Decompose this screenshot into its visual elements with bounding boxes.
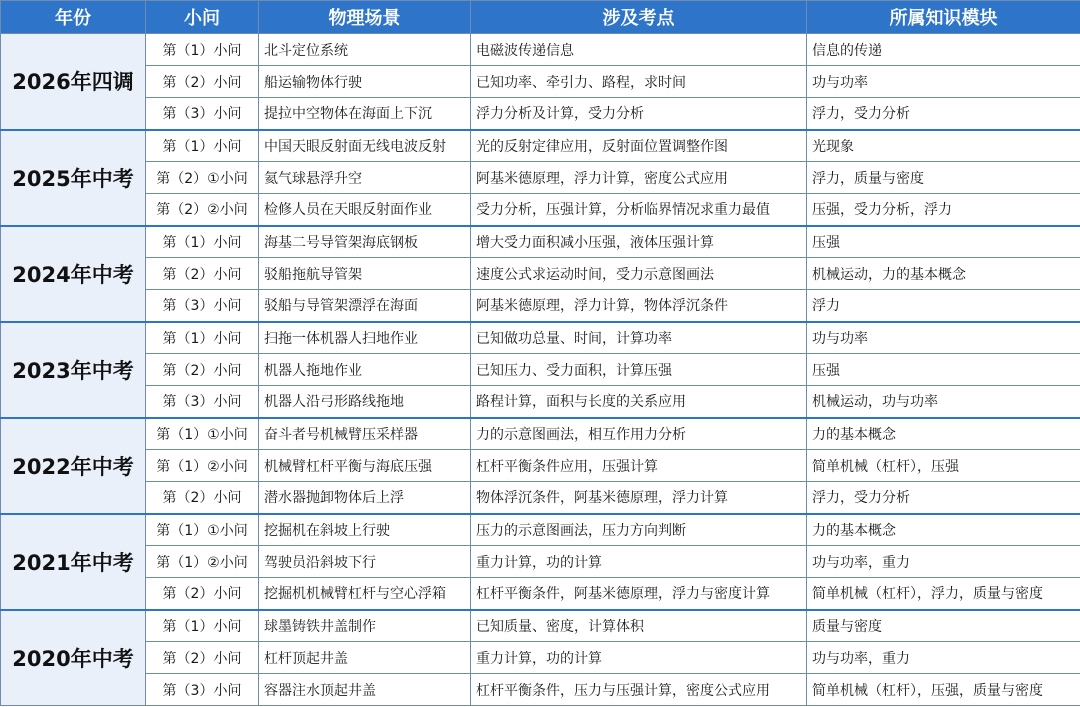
module-cell: 浮力，受力分析 (807, 482, 1080, 514)
year-cell: 2021年中考 (1, 514, 146, 610)
table-row (1, 34, 1080, 66)
question-cell: 第（2）小问 (146, 642, 259, 674)
points-cell: 物体浮沉条件，阿基米德原理，浮力计算 (471, 482, 807, 514)
points-cell: 已知质量、密度，计算体积 (471, 610, 807, 642)
question-cell: 第（1）小问 (146, 34, 259, 66)
table-row (1, 482, 1080, 514)
points-cell: 电磁波传递信息 (471, 34, 807, 66)
question-cell: 第（3）小问 (146, 674, 259, 706)
question-cell: 第（2）小问 (146, 578, 259, 610)
question-cell: 第（1）小问 (146, 610, 259, 642)
points-cell: 阿基米德原理，浮力计算，密度公式应用 (471, 162, 807, 194)
scene-cell: 机械臂杠杆平衡与海底压强 (259, 450, 471, 482)
points-cell: 已知压力、受力面积，计算压强 (471, 354, 807, 386)
scene-cell: 提拉中空物体在海面上下沉 (259, 98, 471, 130)
module-cell: 浮力，质量与密度 (807, 162, 1080, 194)
header-question: 小问 (146, 1, 259, 34)
scene-cell: 船运输物体行驶 (259, 66, 471, 98)
scene-cell: 扫拖一体机器人扫地作业 (259, 322, 471, 354)
module-cell: 机械运动，功与功率 (807, 386, 1080, 418)
scene-cell: 挖掘机在斜坡上行驶 (259, 514, 471, 546)
question-cell: 第（2）①小问 (146, 162, 259, 194)
table-row (1, 322, 1080, 354)
scene-cell: 奋斗者号机械臂压采样器 (259, 418, 471, 450)
question-cell: 第（1）①小问 (146, 514, 259, 546)
table-body (1, 34, 1080, 706)
points-cell: 已知做功总量、时间，计算功率 (471, 322, 807, 354)
question-cell: 第（1）小问 (146, 130, 259, 162)
year-cell: 2022年中考 (1, 418, 146, 514)
scene-cell: 氦气球悬浮升空 (259, 162, 471, 194)
question-cell: 第（2）小问 (146, 482, 259, 514)
year-cell: 2026年四调 (1, 34, 146, 130)
question-cell: 第（3）小问 (146, 98, 259, 130)
table-row (1, 546, 1080, 578)
question-cell: 第（1）②小问 (146, 546, 259, 578)
table-row (1, 578, 1080, 610)
question-cell: 第（1）①小问 (146, 418, 259, 450)
scene-cell: 挖掘机机械臂杠杆与空心浮箱 (259, 578, 471, 610)
table-row (1, 66, 1080, 98)
scene-cell: 机器人拖地作业 (259, 354, 471, 386)
header-year: 年份 (1, 1, 146, 34)
question-cell: 第（1）②小问 (146, 450, 259, 482)
scene-cell: 北斗定位系统 (259, 34, 471, 66)
table-row (1, 194, 1080, 226)
question-cell: 第（2）小问 (146, 258, 259, 290)
points-cell: 光的反射定律应用，反射面位置调整作图 (471, 130, 807, 162)
points-cell: 路程计算，面积与长度的关系应用 (471, 386, 807, 418)
points-cell: 已知功率、牵引力、路程，求时间 (471, 66, 807, 98)
module-cell: 压强 (807, 226, 1080, 258)
points-cell: 受力分析，压强计算，分析临界情况求重力最值 (471, 194, 807, 226)
module-cell: 力的基本概念 (807, 418, 1080, 450)
table-row (1, 674, 1080, 706)
table-row (1, 130, 1080, 162)
module-cell: 功与功率，重力 (807, 642, 1080, 674)
question-cell: 第（2）②小问 (146, 194, 259, 226)
points-cell: 阿基米德原理，浮力计算，物体浮沉条件 (471, 290, 807, 322)
table-row (1, 642, 1080, 674)
module-cell: 压强 (807, 354, 1080, 386)
module-cell: 简单机械（杠杆），压强，质量与密度 (807, 674, 1080, 706)
points-cell: 压力的示意图画法，压力方向判断 (471, 514, 807, 546)
header-module: 所属知识模块 (807, 1, 1080, 34)
question-cell: 第（2）小问 (146, 354, 259, 386)
module-cell: 功与功率 (807, 322, 1080, 354)
scene-cell: 驳船拖航导管架 (259, 258, 471, 290)
question-cell: 第（3）小问 (146, 290, 259, 322)
points-cell: 杠杆平衡条件应用，压强计算 (471, 450, 807, 482)
module-cell: 信息的传递 (807, 34, 1080, 66)
table-row (1, 290, 1080, 322)
scene-cell: 海基二号导管架海底钢板 (259, 226, 471, 258)
points-cell: 重力计算，功的计算 (471, 546, 807, 578)
scene-cell: 潜水器抛卸物体后上浮 (259, 482, 471, 514)
module-cell: 机械运动，力的基本概念 (807, 258, 1080, 290)
table-row (1, 354, 1080, 386)
table-row (1, 610, 1080, 642)
module-cell: 压强，受力分析，浮力 (807, 194, 1080, 226)
table-row (1, 98, 1080, 130)
points-cell: 速度公式求运动时间，受力示意图画法 (471, 258, 807, 290)
question-cell: 第（1）小问 (146, 322, 259, 354)
scene-cell: 驾驶员沿斜坡下行 (259, 546, 471, 578)
module-cell: 简单机械（杠杆），浮力，质量与密度 (807, 578, 1080, 610)
scene-cell: 机器人沿弓形路线拖地 (259, 386, 471, 418)
points-cell: 浮力分析及计算，受力分析 (471, 98, 807, 130)
module-cell: 质量与密度 (807, 610, 1080, 642)
scene-cell: 中国天眼反射面无线电波反射 (259, 130, 471, 162)
question-cell: 第（3）小问 (146, 386, 259, 418)
scene-cell: 驳船与导管架漂浮在海面 (259, 290, 471, 322)
year-cell: 2024年中考 (1, 226, 146, 322)
points-cell: 杠杆平衡条件，阿基米德原理，浮力与密度计算 (471, 578, 807, 610)
table-row (1, 226, 1080, 258)
header-scene: 物理场景 (259, 1, 471, 34)
module-cell: 简单机械（杠杆），压强 (807, 450, 1080, 482)
table-row (1, 514, 1080, 546)
table-row (1, 258, 1080, 290)
scene-cell: 检修人员在天眼反射面作业 (259, 194, 471, 226)
module-cell: 浮力，受力分析 (807, 98, 1080, 130)
module-cell: 功与功率，重力 (807, 546, 1080, 578)
header-points: 涉及考点 (471, 1, 807, 34)
table-row (1, 418, 1080, 450)
module-cell: 力的基本概念 (807, 514, 1080, 546)
table-row (1, 162, 1080, 194)
points-cell: 增大受力面积减小压强，液体压强计算 (471, 226, 807, 258)
scene-cell: 容器注水顶起井盖 (259, 674, 471, 706)
scene-cell: 球墨铸铁井盖制作 (259, 610, 471, 642)
module-cell: 浮力 (807, 290, 1080, 322)
points-cell: 杠杆平衡条件，压力与压强计算，密度公式应用 (471, 674, 807, 706)
scene-cell: 杠杆顶起井盖 (259, 642, 471, 674)
module-cell: 光现象 (807, 130, 1080, 162)
year-cell: 2020年中考 (1, 610, 146, 706)
year-cell: 2025年中考 (1, 130, 146, 226)
header-row (1, 1, 1080, 34)
points-cell: 重力计算，功的计算 (471, 642, 807, 674)
question-cell: 第（1）小问 (146, 226, 259, 258)
table-row (1, 450, 1080, 482)
year-cell: 2023年中考 (1, 322, 146, 418)
table-row (1, 386, 1080, 418)
points-cell: 力的示意图画法，相互作用力分析 (471, 418, 807, 450)
module-cell: 功与功率 (807, 66, 1080, 98)
question-cell: 第（2）小问 (146, 66, 259, 98)
